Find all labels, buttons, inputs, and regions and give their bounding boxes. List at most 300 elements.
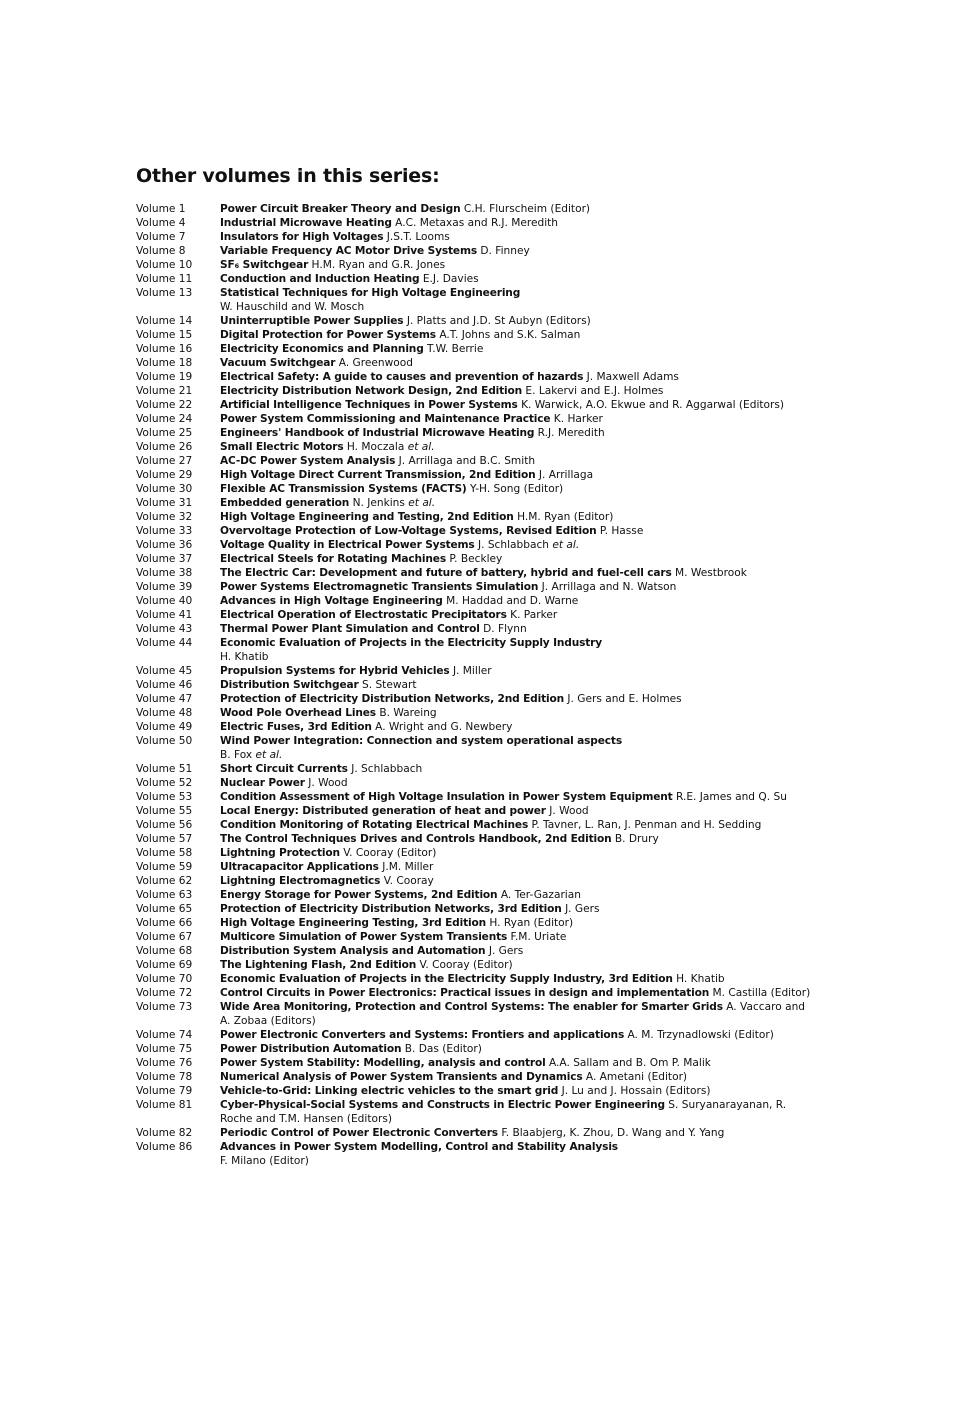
list-item	[136, 1126, 956, 1140]
volume-number: Volume 25	[136, 427, 193, 439]
volume-number: Volume 74	[136, 1029, 193, 1041]
volume-entry-text	[220, 566, 820, 580]
volume-title: Distribution Switchgear	[220, 679, 359, 691]
volume-title: Electricity Economics and Planning	[220, 343, 424, 355]
list-item	[136, 1070, 956, 1084]
list-item	[136, 412, 956, 426]
list-item	[136, 986, 956, 1000]
volume-authors: F. Milano (Editor)	[220, 1155, 309, 1167]
volume-number: Volume 78	[136, 1071, 193, 1083]
list-item	[136, 398, 956, 412]
volume-number: Volume 81	[136, 1099, 193, 1111]
volume-authors: S. Stewart	[361, 679, 417, 691]
volume-title: Control Circuits in Power Electronics: Practical issues in design and implementation	[220, 987, 710, 999]
volume-authors: A. Ter-Gazarian	[500, 889, 581, 901]
volume-entry-text	[220, 1042, 810, 1056]
volume-number: Volume 76	[136, 1057, 193, 1069]
volume-entry-text	[220, 412, 810, 426]
list-item	[136, 216, 956, 230]
volume-authors: J. Schlabbach	[477, 539, 550, 551]
volume-entry-text	[220, 664, 810, 678]
list-item	[136, 972, 956, 986]
list-item	[136, 202, 956, 216]
volume-authors: R.E. James and Q. Su	[675, 791, 787, 803]
volume-authors: E.J. Davies	[422, 273, 479, 285]
volume-title: Condition Monitoring of Rotating Electrical Machines	[220, 819, 529, 831]
volume-authors: A. Vaccaro and A. Zobaa (Editors)	[220, 1001, 806, 1027]
volume-number: Volume 33	[136, 525, 193, 537]
volume-authors: J. Arrillaga	[538, 469, 594, 481]
list-item	[136, 370, 956, 384]
volume-authors: Y-H. Song (Editor)	[470, 483, 564, 495]
volume-authors: J. Wood	[308, 777, 348, 789]
list-item	[136, 510, 956, 524]
volume-number: Volume 21	[136, 385, 193, 397]
volume-title: Engineers' Handbook of Industrial Microwave Heating	[220, 427, 535, 439]
volume-authors: F. Blaabjerg, K. Zhou, D. Wang and Y. Yang	[501, 1127, 725, 1139]
list-item	[136, 1056, 956, 1070]
volume-number: Volume 47	[136, 693, 193, 705]
list-item	[136, 440, 956, 454]
volume-entry-text	[220, 720, 810, 734]
volume-authors: W. Hauschild and W. Mosch	[220, 301, 365, 313]
volume-authors: V. Cooray	[383, 875, 434, 887]
volume-entry-text	[220, 608, 810, 622]
list-item	[136, 762, 956, 776]
volume-entry-text	[220, 230, 810, 244]
volume-entry-text	[220, 356, 810, 370]
volume-authors: A.C. Metaxas and R.J. Meredith	[395, 217, 559, 229]
volume-entry-text	[220, 342, 810, 356]
list-item	[136, 426, 956, 440]
volume-title: Overvoltage Protection of Low-Voltage Systems, Revised Edition	[220, 525, 597, 537]
volume-authors: J.M. Miller	[382, 861, 434, 873]
list-item	[136, 958, 956, 972]
list-item	[136, 1140, 956, 1168]
volume-title: Advances in High Voltage Engineering	[220, 595, 443, 607]
volume-title: Distribution System Analysis and Automation	[220, 945, 486, 957]
volume-entry-text	[220, 328, 810, 342]
volume-number: Volume 43	[136, 623, 193, 635]
volume-number: Volume 68	[136, 945, 193, 957]
volume-number: Volume 19	[136, 371, 193, 383]
volume-title: Variable Frequency AC Motor Drive Systems	[220, 245, 478, 257]
volume-entry-text	[220, 1126, 810, 1140]
volume-title: Voltage Quality in Electrical Power Systems	[220, 539, 475, 551]
volume-authors: J.S.T. Looms	[386, 231, 450, 243]
volume-entry-text	[220, 216, 810, 230]
volume-list	[136, 202, 956, 1168]
volume-number: Volume 62	[136, 875, 193, 887]
volume-title: Vacuum Switchgear	[220, 357, 336, 369]
volume-title: Lightning Electromagnetics	[220, 875, 381, 887]
volume-authors: H. Khatib	[220, 651, 269, 663]
volume-title: Small Electric Motors	[220, 441, 344, 453]
volume-entry-text	[220, 454, 810, 468]
volume-entry-text	[220, 1056, 810, 1070]
volume-entry-text	[220, 986, 820, 1000]
volume-authors: S. Suryanarayanan, R. Roche and T.M. Hansen (Editors)	[220, 1099, 787, 1125]
volume-number: Volume 22	[136, 399, 193, 411]
volume-number: Volume 66	[136, 917, 193, 929]
volume-number: Volume 8	[136, 245, 186, 257]
volume-entry-text	[220, 636, 810, 664]
volume-number: Volume 37	[136, 553, 193, 565]
volume-entry-text	[220, 440, 810, 454]
volume-authors: K. Warwick, A.O. Ekwue and R. Aggarwal (Editors)	[521, 399, 785, 411]
volume-authors: D. Finney	[480, 245, 530, 257]
list-item	[136, 594, 956, 608]
volume-title: Digital Protection for Power Systems	[220, 329, 436, 341]
volume-number: Volume 49	[136, 721, 193, 733]
list-item	[136, 272, 956, 286]
volume-title: AC-DC Power System Analysis	[220, 455, 396, 467]
volume-number: Volume 7	[136, 231, 186, 243]
volume-number: Volume 75	[136, 1043, 193, 1055]
volume-title: The Electric Car: Development and future of battery, hybrid and fuel-cell cars	[220, 567, 672, 579]
list-item	[136, 1000, 956, 1028]
volume-title: Electrical Steels for Rotating Machines	[220, 553, 446, 565]
volume-authors: J. Gers and E. Holmes	[567, 693, 682, 705]
volume-title: Flexible AC Transmission Systems (FACTS)	[220, 483, 467, 495]
volume-entry-text	[220, 398, 820, 412]
volume-entry-text	[220, 1070, 810, 1084]
list-item	[136, 356, 956, 370]
volume-authors: D. Flynn	[483, 623, 527, 635]
list-item	[136, 874, 956, 888]
volume-title: Economic Evaluation of Projects in the Electricity Supply Industry, 3rd Edition	[220, 973, 673, 985]
volume-authors: H.M. Ryan and G.R. Jones	[311, 259, 446, 271]
volume-entry-text	[220, 496, 810, 510]
list-item	[136, 538, 956, 552]
volume-authors: M. Westbrook	[675, 567, 747, 579]
list-item	[136, 286, 956, 314]
volume-number: Volume 69	[136, 959, 193, 971]
volume-authors: J. Gers	[565, 903, 600, 915]
list-item	[136, 384, 956, 398]
volume-number: Volume 32	[136, 511, 193, 523]
volume-authors: H.M. Ryan (Editor)	[517, 511, 614, 523]
volume-title: Economic Evaluation of Projects in the Electricity Supply Industry	[220, 637, 602, 649]
volume-authors: A. Ametani (Editor)	[585, 1071, 688, 1083]
volume-title: Wide Area Monitoring, Protection and Control Systems: The enabler for Smarter Grids	[220, 1001, 723, 1013]
list-item	[136, 846, 956, 860]
volume-authors: P. Beckley	[449, 553, 503, 565]
volume-title: SF₆ Switchgear	[220, 259, 309, 271]
volume-title: High Voltage Engineering and Testing, 2nd Edition	[220, 511, 514, 523]
volume-number: Volume 15	[136, 329, 193, 341]
list-item	[136, 608, 956, 622]
volume-number: Volume 26	[136, 441, 193, 453]
list-item	[136, 524, 956, 538]
volume-entry-text	[220, 202, 810, 216]
list-item	[136, 552, 956, 566]
volume-authors: N. Jenkins	[352, 497, 405, 509]
volume-authors: A.A. Sallam and B. Om P. Malik	[548, 1057, 711, 1069]
volume-title: Protection of Electricity Distribution Networks, 3rd Edition	[220, 903, 562, 915]
volume-entry-text	[220, 776, 810, 790]
list-item	[136, 692, 956, 706]
volume-number: Volume 45	[136, 665, 193, 677]
volume-number: Volume 36	[136, 539, 193, 551]
volume-entry-text	[220, 804, 810, 818]
list-item	[136, 902, 956, 916]
volume-number: Volume 46	[136, 679, 193, 691]
list-item	[136, 454, 956, 468]
et-al-note: et al.	[255, 749, 283, 761]
volume-title: Artificial Intelligence Techniques in Power Systems	[220, 399, 518, 411]
volume-authors: H. Khatib	[676, 973, 725, 985]
volume-entry-text	[220, 482, 810, 496]
list-item	[136, 496, 956, 510]
volume-entry-text	[220, 1084, 810, 1098]
volume-entry-text	[220, 1000, 810, 1028]
volume-number: Volume 50	[136, 735, 193, 747]
volume-entry-text	[220, 510, 810, 524]
volume-entry-text	[220, 860, 810, 874]
volume-number: Volume 1	[136, 203, 186, 215]
volume-authors: V. Cooray (Editor)	[343, 847, 437, 859]
list-item	[136, 776, 956, 790]
volume-authors: H. Ryan (Editor)	[489, 917, 574, 929]
volume-number: Volume 14	[136, 315, 193, 327]
volume-title: Electrical Safety: A guide to causes and prevention of hazards	[220, 371, 584, 383]
volume-authors: J. Maxwell Adams	[586, 371, 679, 383]
list-item	[136, 482, 956, 496]
volume-title: Insulators for High Voltages	[220, 231, 384, 243]
list-item	[136, 1028, 956, 1042]
volume-entry-text	[220, 874, 810, 888]
list-item	[136, 734, 956, 762]
volume-authors: T.W. Berrie	[427, 343, 484, 355]
volume-number: Volume 52	[136, 777, 193, 789]
volume-entry-text	[220, 762, 810, 776]
volume-number: Volume 44	[136, 637, 193, 649]
volume-authors: E. Lakervi and E.J. Holmes	[525, 385, 664, 397]
volume-entry-text	[220, 272, 810, 286]
volume-number: Volume 27	[136, 455, 193, 467]
volume-entry-text	[220, 734, 810, 762]
list-item	[136, 888, 956, 902]
volume-number: Volume 38	[136, 567, 193, 579]
volume-authors: A.T. Johns and S.K. Salman	[439, 329, 581, 341]
volume-entry-text	[220, 524, 810, 538]
volume-entry-text	[220, 244, 810, 258]
volume-entry-text	[220, 1140, 810, 1168]
volume-title: Statistical Techniques for High Voltage Engineering	[220, 287, 521, 299]
list-item	[136, 1098, 956, 1126]
volume-authors: F.M. Uriate	[510, 931, 567, 943]
volume-title: Vehicle-to-Grid: Linking electric vehicles to the smart grid	[220, 1085, 559, 1097]
list-item	[136, 818, 956, 832]
volume-title: Industrial Microwave Heating	[220, 217, 392, 229]
volume-number: Volume 40	[136, 595, 193, 607]
volume-authors: J. Wood	[549, 805, 589, 817]
volume-title: Power Systems Electromagnetic Transients Simulation	[220, 581, 539, 593]
et-al-note: et al.	[408, 497, 436, 509]
volume-number: Volume 4	[136, 217, 186, 229]
volume-number: Volume 41	[136, 609, 193, 621]
volume-authors: V. Cooray (Editor)	[419, 959, 513, 971]
volume-entry-text	[220, 958, 810, 972]
list-item	[136, 342, 956, 356]
volume-authors: J. Lu and J. Hossain (Editors)	[561, 1085, 711, 1097]
volume-title: The Control Techniques Drives and Controls Handbook, 2nd Edition	[220, 833, 612, 845]
volume-title: Short Circuit Currents	[220, 763, 348, 775]
volume-number: Volume 53	[136, 791, 193, 803]
volume-entry-text	[220, 846, 810, 860]
volume-number: Volume 65	[136, 903, 193, 915]
volume-title: Wind Power Integration: Connection and system operational aspects	[220, 735, 622, 747]
list-item	[136, 720, 956, 734]
volume-title: Protection of Electricity Distribution Networks, 2nd Edition	[220, 693, 564, 705]
list-item	[136, 566, 956, 580]
volume-title: Embedded generation	[220, 497, 350, 509]
volume-title: The Lightening Flash, 2nd Edition	[220, 959, 417, 971]
volume-entry-text	[220, 944, 810, 958]
list-item	[136, 832, 956, 846]
volume-authors: R.J. Meredith	[537, 427, 605, 439]
list-item	[136, 258, 956, 272]
volume-authors: J. Miller	[452, 665, 492, 677]
series-page	[136, 162, 956, 1168]
volume-title: Wood Pole Overhead Lines	[220, 707, 376, 719]
list-item	[136, 230, 956, 244]
volume-entry-text	[220, 1028, 820, 1042]
volume-title: High Voltage Engineering Testing, 3rd Edition	[220, 917, 487, 929]
volume-number: Volume 48	[136, 707, 193, 719]
volume-authors: A. Greenwood	[338, 357, 413, 369]
volume-title: Lightning Protection	[220, 847, 340, 859]
volume-number: Volume 58	[136, 847, 193, 859]
volume-entry-text	[220, 258, 810, 272]
volume-entry-text	[220, 622, 810, 636]
volume-number: Volume 57	[136, 833, 193, 845]
volume-entry-text	[220, 286, 810, 314]
volume-title: Local Energy: Distributed generation of heat and power	[220, 805, 546, 817]
et-al-note: et al.	[407, 441, 435, 453]
volume-number: Volume 18	[136, 357, 193, 369]
volume-entry-text	[220, 930, 810, 944]
list-item	[136, 664, 956, 678]
volume-authors: B. Wareing	[379, 707, 437, 719]
list-item	[136, 1042, 956, 1056]
list-item	[136, 580, 956, 594]
volume-number: Volume 31	[136, 497, 193, 509]
volume-title: High Voltage Direct Current Transmission, 2nd Edition	[220, 469, 536, 481]
volume-title: Numerical Analysis of Power System Transients and Dynamics	[220, 1071, 583, 1083]
volume-title: Advances in Power System Modelling, Control and Stability Analysis	[220, 1141, 618, 1153]
volume-entry-text	[220, 916, 810, 930]
volume-entry-text	[220, 888, 810, 902]
volume-number: Volume 11	[136, 273, 193, 285]
volume-entry-text	[220, 832, 810, 846]
volume-entry-text	[220, 706, 810, 720]
volume-title: Electrical Operation of Electrostatic Precipitators	[220, 609, 507, 621]
volume-entry-text	[220, 790, 820, 804]
volume-title: Uninterruptible Power Supplies	[220, 315, 404, 327]
volume-number: Volume 79	[136, 1085, 193, 1097]
volume-number: Volume 67	[136, 931, 193, 943]
volume-authors: M. Haddad and D. Warne	[446, 595, 579, 607]
volume-title: Power System Stability: Modelling, analysis and control	[220, 1057, 546, 1069]
volume-authors: A. M. Trzynadlowski (Editor)	[627, 1029, 774, 1041]
volume-title: Power Distribution Automation	[220, 1043, 402, 1055]
volume-authors: A. Wright and G. Newbery	[375, 721, 513, 733]
volume-authors: B. Drury	[614, 833, 659, 845]
volume-title: Periodic Control of Power Electronic Converters	[220, 1127, 498, 1139]
volume-number: Volume 39	[136, 581, 193, 593]
volume-number: Volume 51	[136, 763, 193, 775]
volume-title: Conduction and Induction Heating	[220, 273, 420, 285]
volume-authors: C.H. Flurscheim (Editor)	[463, 203, 591, 215]
volume-number: Volume 56	[136, 819, 193, 831]
volume-title: Energy Storage for Power Systems, 2nd Edition	[220, 889, 498, 901]
list-item	[136, 328, 956, 342]
list-item	[136, 636, 956, 664]
list-item	[136, 706, 956, 720]
volume-number: Volume 29	[136, 469, 193, 481]
volume-number: Volume 30	[136, 483, 193, 495]
volume-title: Electricity Distribution Network Design, 2nd Edition	[220, 385, 523, 397]
volume-entry-text	[220, 538, 810, 552]
volume-title: Ultracapacitor Applications	[220, 861, 379, 873]
volume-entry-text	[220, 678, 810, 692]
volume-number: Volume 72	[136, 987, 193, 999]
list-item	[136, 678, 956, 692]
volume-entry-text	[220, 902, 810, 916]
volume-authors: J. Arrillaga and B.C. Smith	[398, 455, 536, 467]
volume-number: Volume 10	[136, 259, 193, 271]
list-item	[136, 790, 956, 804]
volume-authors: J. Gers	[488, 945, 524, 957]
list-item	[136, 314, 956, 328]
volume-authors: B. Das (Editor)	[404, 1043, 482, 1055]
et-al-note: et al.	[552, 539, 580, 551]
volume-entry-text	[220, 468, 810, 482]
volume-title: Cyber-Physical-Social Systems and Constructs in Electric Power Engineering	[220, 1099, 665, 1111]
volume-number: Volume 73	[136, 1001, 193, 1013]
list-item	[136, 930, 956, 944]
list-item	[136, 944, 956, 958]
volume-entry-text	[220, 552, 810, 566]
volume-number: Volume 82	[136, 1127, 193, 1139]
list-item	[136, 860, 956, 874]
volume-authors: M. Castilla (Editor)	[712, 987, 811, 999]
list-item	[136, 1084, 956, 1098]
volume-entry-text	[220, 972, 820, 986]
volume-number: Volume 59	[136, 861, 193, 873]
volume-entry-text	[220, 314, 810, 328]
volume-title: Electric Fuses, 3rd Edition	[220, 721, 372, 733]
page-title: Other volumes in this series:	[136, 165, 440, 187]
volume-authors: P. Tavner, L. Ran, J. Penman and H. Sedding	[531, 819, 762, 831]
volume-number: Volume 24	[136, 413, 193, 425]
volume-title: Condition Assessment of High Voltage Insulation in Power System Equipment	[220, 791, 673, 803]
volume-number: Volume 63	[136, 889, 193, 901]
list-item	[136, 804, 956, 818]
volume-title: Power Electronic Converters and Systems: Frontiers and applications	[220, 1029, 625, 1041]
volume-authors: H. Moczala	[346, 441, 405, 453]
volume-entry-text	[220, 818, 810, 832]
list-item	[136, 916, 956, 930]
volume-entry-text	[220, 692, 810, 706]
volume-title: Nuclear Power	[220, 777, 305, 789]
volume-entry-text	[220, 594, 810, 608]
volume-entry-text	[220, 1098, 820, 1126]
volume-title: Power System Commissioning and Maintenance Practice	[220, 413, 551, 425]
volume-entry-text	[220, 384, 810, 398]
